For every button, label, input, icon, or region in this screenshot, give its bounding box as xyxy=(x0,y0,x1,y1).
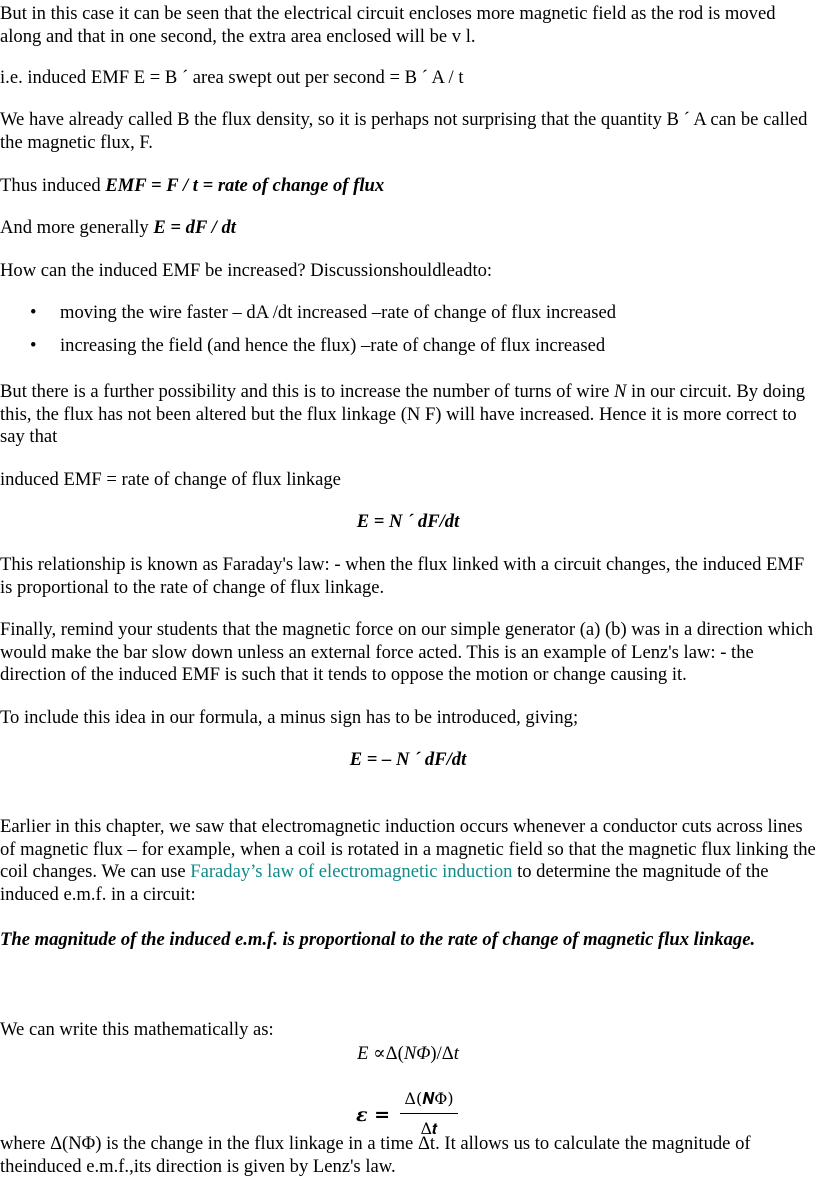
symbol-e: E xyxy=(357,1043,369,1064)
text: in our circuit. By doing this, the flux has not been altered but the flux linkage (N F) will have increased. Hence it is more correct to say that xyxy=(0,381,806,447)
text: )/Δ xyxy=(430,1043,454,1064)
paragraph-faraday-law: This relationship is known as Faraday's law: - when the flux linked with a circuit changes, the induced EMF is proportional to the rate of change of flux linkage. xyxy=(0,554,805,598)
text: And more generally xyxy=(0,217,154,238)
paragraph-mathematically: We can write this mathematically as: xyxy=(0,1019,274,1040)
paragraph-emf-linkage: induced EMF = rate of change of flux linkage xyxy=(0,469,341,490)
paragraph-general-emf xyxy=(0,217,816,240)
paragraph-earlier-chapter xyxy=(0,816,816,906)
fraction-numerator: Δ(𝑵Φ) xyxy=(404,1089,454,1108)
symbol-t: t xyxy=(453,1043,459,1064)
variable-n: N xyxy=(613,381,627,402)
equation-general: E = dF / dt xyxy=(153,217,236,238)
paragraph-magnetic-flux: We have already called B the flux density, so it is perhaps not surprising that the quantity B ´ A can be called the magnetic flux, F. xyxy=(0,109,808,153)
paragraph-flux-linkage xyxy=(0,381,816,449)
symbol-nphi: NΦ xyxy=(403,1043,431,1064)
paragraph-circuit-area: But in this case it can be seen that the electrical circuit encloses more magnetic field as the rod is moved along and that in one second, the extra area enclosed will be v l. xyxy=(0,3,776,47)
fraction-bar xyxy=(400,1113,458,1114)
text: Thus induced xyxy=(0,175,106,196)
paragraph-law-statement: The magnitude of the induced e.m.f. is proportional to the rate of change of magnetic flux linkage. xyxy=(0,929,756,950)
text: ∝Δ( xyxy=(368,1043,404,1064)
text: to determine the magnitude of the induced e.m.f. in a circuit: xyxy=(0,861,769,905)
text: But there is a further possibility and this is to increase the number of turns of wire xyxy=(0,381,614,402)
equation-emf: EMF = F / t = rate of change of flux xyxy=(105,175,385,196)
list-item: • increasing the field (and hence the flux) –rate of change of flux increased xyxy=(0,335,616,368)
equation-faraday: E = N ´ dF/dt xyxy=(356,511,460,532)
list-item: • moving the wire faster – dA /dt increased –rate of change of flux increased xyxy=(0,302,616,335)
bullet-list xyxy=(0,302,616,368)
paragraph-lenz-law: Finally, remind your students that the magnetic force on our simple generator (a) (b) was in a direction which would make the bar slow down unless an external force acted. This is an example of Lenz's law: - the direction of the induced EMF is such that it tends to oppose the motion or change causing it. xyxy=(0,619,814,685)
paragraph-induced-emf-area: i.e. induced EMF E = B ´ area swept out per second = B ´ A / t xyxy=(0,67,464,88)
paragraph-where-flux-linkage: where Δ(NΦ) is the change in the flux linkage in a time Δt. It allows us to calculate the magnitude of theinduced e.m.f.,its direction is given by Lenz's law. xyxy=(0,1133,751,1177)
equation-lenz: E = – N ´ dF/dt xyxy=(349,749,467,770)
paragraph-question: How can the induced EMF be increased? Discussionshouldleadto: xyxy=(0,260,493,281)
equation-lhs: ε = xyxy=(356,1104,391,1126)
paragraph-emf-rate-flux xyxy=(0,175,816,198)
text: Earlier in this chapter, we saw that electromagnetic induction occurs whenever a conductor cuts across lines of magnetic flux – for example, when a coil is rotated in a magnetic field so that the magnetic flux linking the coil changes. We can use xyxy=(0,816,816,882)
equation-proportional xyxy=(0,1043,816,1066)
faraday-law-link[interactable]: Faraday’s law of electromagnetic induction xyxy=(190,861,513,882)
fraction-denominator: Δ𝒕 xyxy=(420,1119,438,1138)
paragraph-minus-sign: To include this idea in our formula, a minus sign has to be introduced, giving; xyxy=(0,707,579,728)
